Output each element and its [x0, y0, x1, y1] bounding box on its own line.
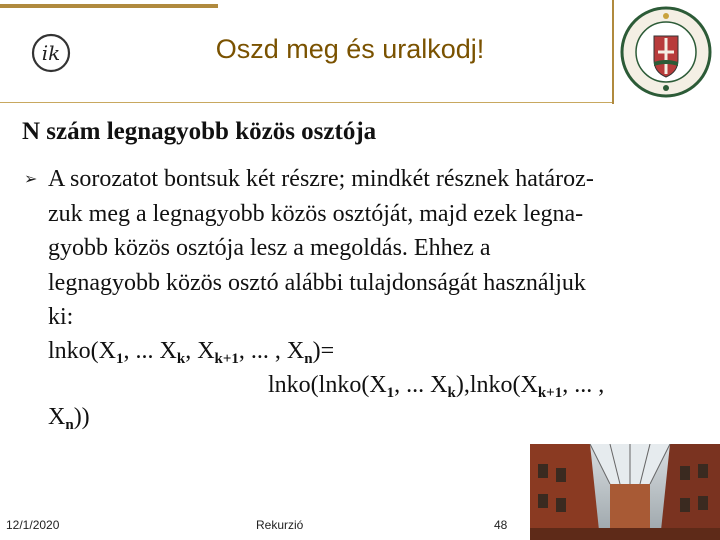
ik-logo-icon [30, 32, 72, 74]
footer-page-number: 48 [494, 518, 508, 532]
paragraph-line: ki: [48, 304, 74, 330]
paragraph-line: gyobb közös osztója lesz a megoldás. Ehhez a [48, 235, 491, 261]
paragraph-line: zuk meg a legnagyobb közös osztóját, majd ezek legna- [48, 200, 584, 227]
header-divider [0, 102, 612, 103]
paragraph-line: legnagyobb közös osztó alábbi tulajdonságát használjuk [48, 269, 586, 296]
formula-line-3: $X_n$)) [48, 404, 90, 433]
footer-topic: Rekurzió [256, 518, 304, 532]
slide-heading: N szám legnagyobb közös osztója [22, 118, 377, 145]
paragraph-line: A sorozatot bontsuk két részre; mindkét résznek határoz- [48, 166, 594, 192]
slide-header-title: Oszd meg és uralkodj! [215, 34, 485, 64]
bullet-arrow-icon: ➢ [24, 169, 38, 188]
top-accent-rule [0, 4, 218, 8]
formula-line-2: $lnko(lnko(X_1$, ... $X_k),lnko(X_{k+1}$, ... , [268, 372, 605, 401]
footer-date: 12/1/2020 [6, 518, 60, 532]
building-atrium-photo [530, 444, 720, 540]
ik-logo-text: ik [41, 41, 61, 65]
bullet-paragraph [48, 162, 688, 335]
university-seal-icon [616, 2, 716, 102]
formula-line-1: $lnko(X_1$, ... $X_k$, $X_{k+1}$, ... , $X_n)=$ [48, 338, 335, 367]
